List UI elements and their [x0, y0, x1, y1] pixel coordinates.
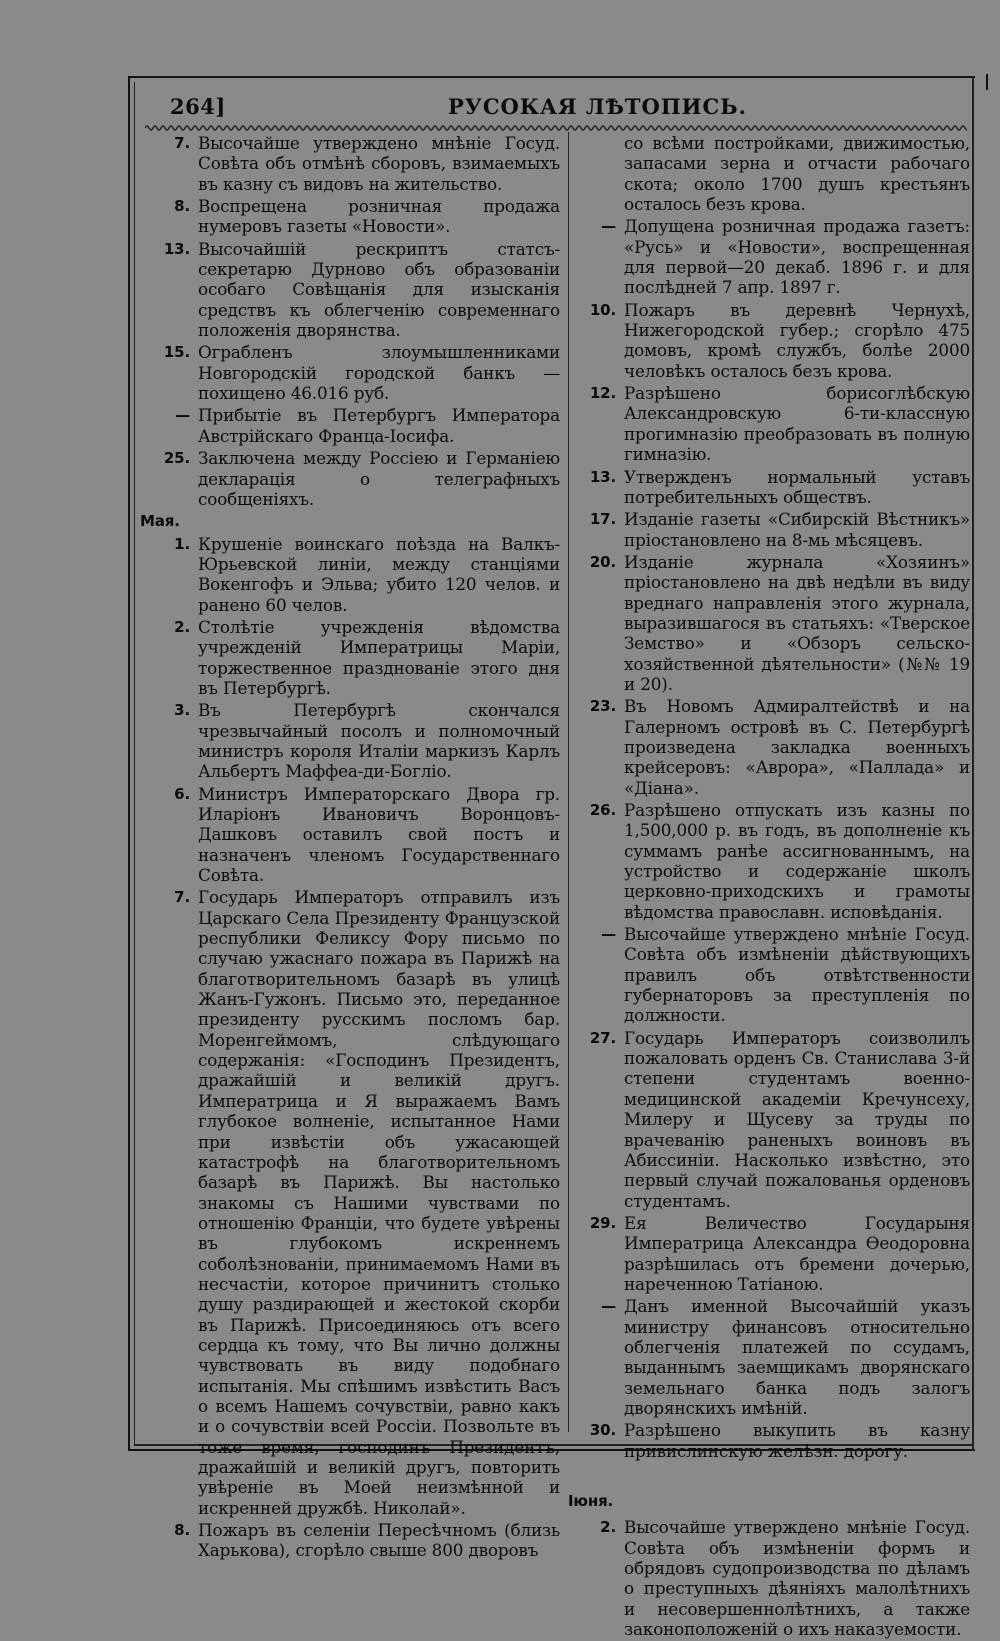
month-label-may: Мая. [140, 512, 180, 531]
entry-text: Разрѣшено борисоглѣбскую Александровскую 6-ти-классную прогимназію преобразовать въ полную гимназію. [624, 383, 970, 465]
entry-text: Въ Новомъ Адмиралтействѣ и на Галерномъ островѣ въ С. Петербургѣ произведена закладка военныхъ крейсеровъ: «Аврора», «Паллада» и «Діана». [624, 696, 970, 798]
entry-text: Изданіе журнала «Хозяинъ» пріостановлено на двѣ недѣли въ виду вреднаго направленія этого журнала, выразившагося въ статьяхъ: «Тверское Земство» и «Обзоръ сельско-хозяйственной дѣятельности» (№№ 19 и 20). [624, 551, 970, 694]
entry-date-number: — [601, 217, 616, 236]
chronicle-entry [578, 924, 970, 1026]
entry-date-number: 15. [163, 343, 190, 362]
entry-text: Ея Величество Государыня Императрица Александра Ѳеодоровна разрѣшилась отъ бремени дочерью, нареченною Татіаною. [624, 1212, 970, 1294]
entry-date-number: 1. [174, 534, 190, 553]
chronicle-entry [578, 1028, 970, 1211]
entry-date-number: 13. [163, 239, 190, 258]
entry-date-number: 23. [589, 697, 616, 716]
page-number: 264] [170, 94, 226, 119]
chronicle-entry [140, 784, 560, 886]
chronicle-entry [140, 617, 560, 698]
entry-text: Пожаръ въ селеніи Пересѣчномъ (близь Харькова), сгорѣло свыше 800 дворовъ [198, 1520, 560, 1561]
entry-date-number: 26. [589, 801, 616, 819]
entry-date-number: 2. [600, 1518, 616, 1537]
entry-date-number: 2. [174, 617, 190, 636]
chronicle-entry [578, 1517, 970, 1639]
inner-left-rule [134, 82, 135, 1445]
entry-date-number: 8. [174, 197, 190, 216]
chronicle-entry [578, 1213, 970, 1294]
entry-date-number: 10. [589, 300, 616, 319]
chronicle-entry [578, 1420, 970, 1461]
entry-text: Крушеніе воинскаго поѣзда на Валкъ-Юрьевской линіи, между станціями Вокенгофъ и Эльва; убито 120 челов. и ранено 60 челов. [198, 533, 560, 615]
entry-number-blank [578, 133, 624, 214]
right-column [568, 133, 970, 1641]
entry-date-number: 7. [174, 134, 190, 152]
chronicle-entry [140, 534, 560, 615]
left-column [140, 133, 560, 1563]
entry-date-number: 8. [174, 1521, 190, 1540]
entry-text: Министръ Императорскаго Двора гр. Иларіонъ Ивановичъ Воронцовъ-Дашковъ оставилъ свой постъ и назначенъ членомъ Государственнаго Совѣта. [198, 783, 560, 886]
edge-mark [986, 74, 988, 90]
chronicle-entry [578, 800, 970, 922]
entry-text: Высочайше утверждено мнѣніе Госуд. Совѣта объ отмѣнѣ сборовъ, взимаемыхъ въ казну съ видовъ на жительство. [198, 133, 560, 194]
entries-june [578, 1517, 970, 1639]
chronicle-entry [140, 196, 560, 237]
entry-date-number: 7. [174, 888, 190, 907]
entry-date-number: 29. [589, 1213, 616, 1232]
chronicle-entry [140, 405, 560, 446]
entries-may [140, 534, 560, 1561]
continuation-text: со всѣми постройками, движимостью, запасами зерна и отчасти рабочаго скота; около 1700 душъ крестьянъ осталось безъ крова. [624, 133, 970, 215]
entry-text: Высочайшій рескриптъ статсъ-секретарю Дурново объ образованіи особаго Совѣщанія для изысканія средствъ къ облегченію современнаго положенія дворянства. [198, 238, 560, 341]
entry-date-number: 3. [174, 701, 190, 720]
page-frame-right-rule [972, 76, 974, 1451]
entry-text: Разрѣшено отпускать изъ казны по 1,500,000 р. въ годъ, въ дополненіе къ суммамъ ранѣе ассигнованнымъ, на устройство и содержаніе школъ церковно-приходскихъ и грамоты вѣдомства православн. исповѣданія. [624, 800, 970, 922]
page-header [170, 92, 950, 122]
entry-date-number: — [175, 406, 190, 425]
entry-date-number: 25. [163, 449, 190, 468]
column-divider [568, 132, 569, 1432]
chronicle-entry [140, 133, 560, 194]
entry-text: Государь Императоръ отправилъ изъ Царскаго Села Президенту Французской республики Феликсу Фору письмо по случаю ужаснаго пожара въ Парижѣ на благотворительномъ базарѣ въ улицѣ Жанъ-Гужонъ. Письмо это, переданное президенту русскимъ посломъ бар. Моренгеймомъ, слѣдующаго содержанія: «Господинъ Президентъ, дражайшій и великій другъ. Императрица и Я выражаемъ Вамъ глубокое волненіе, испытанное Нами при извѣстіи объ ужасающей катастрофѣ на благотворительномъ базарѣ въ Парижѣ. Вы настолько знакомы съ Нашими чувствами по отношенію Франціи, что будете увѣрены въ глубокомъ искреннемъ соболѣзнованіи, принимаемомъ Нами въ несчастіи, которое причинитъ столько душу раздирающей и жестокой скорби въ Парижѣ. Присоединяюсь отъ всего сердца къ тому, что Вы лично должны чувствовать въ виду подобнаго испытанія. Мы спѣшимъ извѣстить Васъ о всемъ Нашемъ сочувствіи, равно какъ и о сочувствіи всей Россіи. Позвольте въ тоже время, господинъ Президентъ, дражайшій и великій другъ, повторить увѣреніе въ Моей неизмѣнной и искренней дружбѣ. Николай». [198, 887, 560, 1518]
chronicle-entry [578, 216, 970, 297]
entry-date-number: 27. [589, 1028, 616, 1047]
chronicle-entry [140, 239, 560, 341]
chronicle-entry [578, 696, 970, 798]
entry-date-number: 20. [589, 552, 616, 571]
entry-text: Воспрещена розничная продажа нумеровъ газеты «Новости». [198, 196, 560, 237]
continuation-entry [578, 133, 970, 214]
chronicle-entry [578, 1296, 970, 1418]
entry-date-number: 12. [589, 384, 616, 403]
chronicle-entry [140, 342, 560, 403]
wavy-rule [145, 123, 967, 133]
chronicle-entry [140, 1520, 560, 1561]
entry-text: Въ Петербургѣ скончался чрезвычайный посолъ и полномочный министръ короля Италіи маркизъ Карлъ Альбертъ Маффеа-ди-Богліо. [198, 700, 560, 782]
chronicle-entry [578, 383, 970, 464]
month-label-june: Іюня. [568, 1492, 614, 1510]
entries-may-continued [578, 216, 970, 1461]
entry-date-number: — [601, 925, 616, 944]
entry-text: Разрѣшено выкупить въ казну привислинскую желѣзн. дорогу. [624, 1420, 970, 1461]
chronicle-entry [140, 887, 560, 1518]
entry-text: Данъ именной Высочайшій указъ министру финансовъ относительно облегченія платежей по ссудамъ, выданнымъ заемщикамъ дворянскаго земельнаго банка подъ залогъ дворянскихъ имѣній. [624, 1296, 970, 1418]
entry-text: Пожаръ въ деревнѣ Чернухѣ, Нижегородской губер.; сгорѣло 475 домовъ, кромѣ службъ, болѣе 2000 человѣкъ осталось безъ крова. [624, 299, 970, 381]
entry-text: Столѣтіе учрежденія вѣдомства учрежденій Императрицы Маріи, торжественное празднованіе этого дня въ Петербургѣ. [198, 616, 560, 698]
chronicle-entry [140, 700, 560, 781]
running-title: РУСОКАЯ ЛѢТОПИСЬ. [448, 94, 747, 119]
chronicle-entry [140, 448, 560, 509]
entry-text: Прибытіе въ Петербургъ Императора Австрійскаго Франца-Іосифа. [198, 405, 560, 446]
entry-text: Высочайше утверждено мнѣніе Госуд. Совѣта объ измѣненіи дѣйствующихъ правилъ объ отвѣтственности губернаторовъ за преступленія по должности. [624, 924, 970, 1026]
chronicle-entry [578, 467, 970, 508]
entry-date-number: 17. [589, 510, 616, 529]
entry-date-number: 30. [589, 1421, 616, 1440]
entry-text: Заключена между Россіею и Германіею декларація о телеграфныхъ сообщеніяхъ. [198, 448, 560, 509]
chronicle-entry [578, 552, 970, 694]
entry-date-number: 6. [174, 784, 190, 803]
entry-text: Ограбленъ злоумышленниками Новгородскій городской банкъ — похищено 46.016 руб. [198, 342, 560, 404]
entry-text: Утвержденъ нормальный уставъ потребительныхъ обществъ. [624, 466, 970, 507]
chronicle-entry [578, 300, 970, 381]
entry-text: Изданіе газеты «Сибирскій Вѣстникъ» пріостановлено на 8-мь мѣсяцевъ. [624, 509, 970, 550]
entry-date-number: 13. [589, 467, 616, 486]
entry-date-number: — [601, 1297, 616, 1316]
entry-text: Государь Императоръ соизволилъ пожаловать орденъ Св. Станислава 3-й степени студентамъ военно-медицинской академіи Кречунсеху, Милеру и Щусеву за труды по врачеванію раненыхъ воиновъ въ Абиссиніи. Насколько извѣстно, это первый случай пожалованья орденовъ студентамъ. [624, 1027, 970, 1211]
entry-text: Высочайше утверждено мнѣніе Госуд. Совѣта объ измѣненіи формъ и обрядовъ судопроизводства по дѣламъ о преступныхъ дѣяніяхъ малолѣтнихъ и несовершеннолѣтнихъ, а также законоположеній о ихъ наказуемости. [624, 1517, 970, 1640]
entries-before-may [140, 133, 560, 509]
entry-text: Допущена розничная продажа газетъ: «Русь» и «Новости», воспрещенная для первой—20 декаб. 1896 г. и для послѣдней 7 апр. 1897 г. [624, 216, 970, 298]
chronicle-entry [578, 509, 970, 550]
